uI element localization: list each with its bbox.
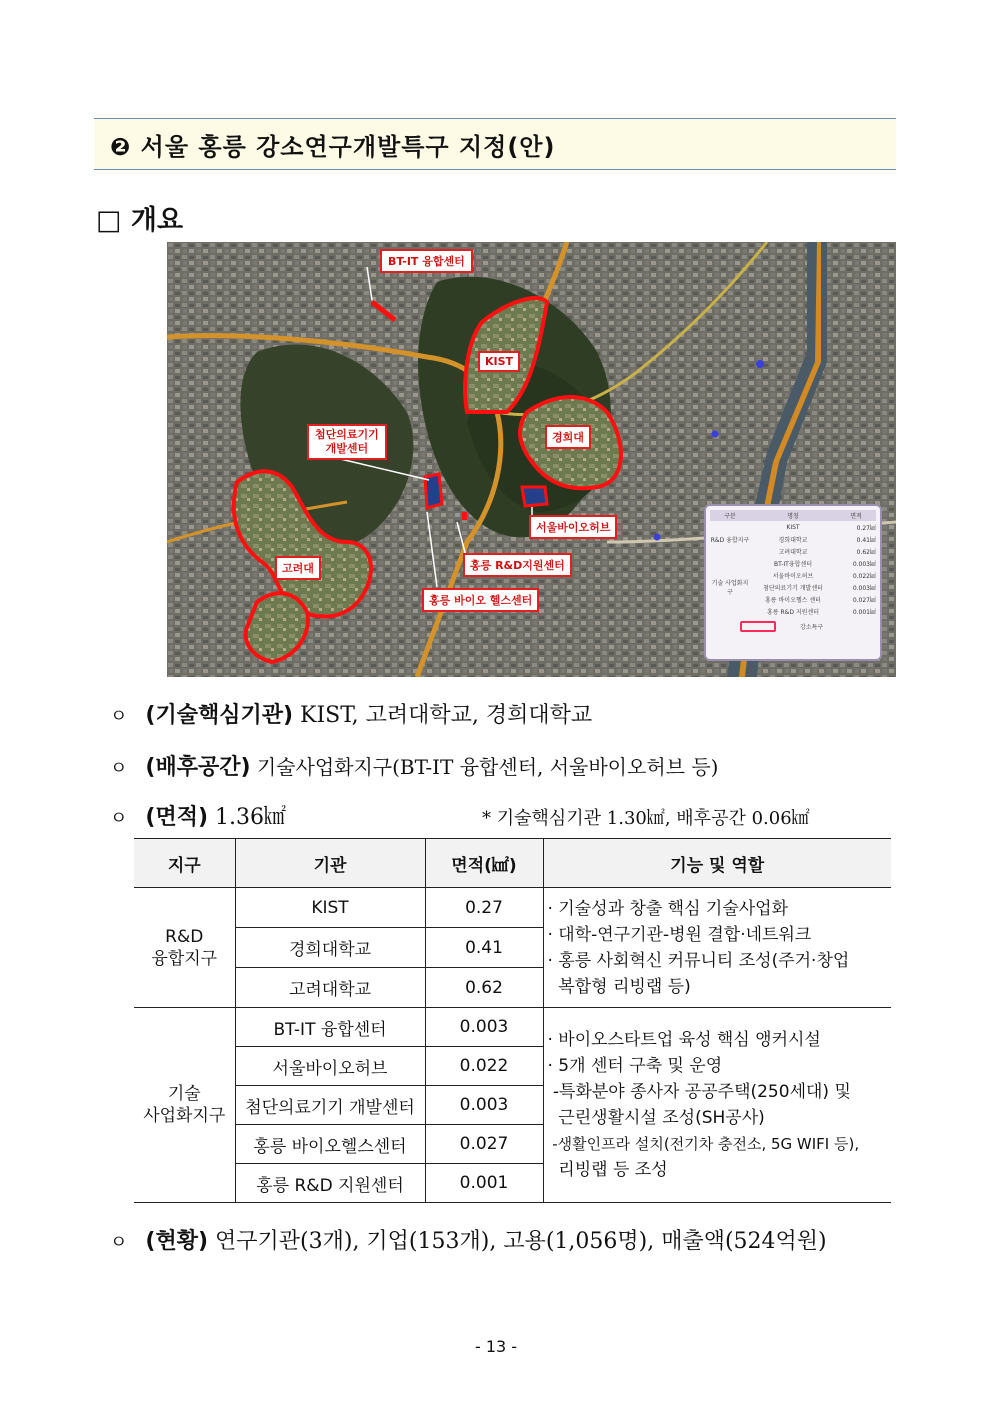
legend-row-area: 0.27㎢: [856, 524, 876, 532]
legend-key-label: 강소특구: [800, 623, 824, 631]
map-label-btit: BT-IT 융합센터: [380, 249, 473, 273]
role-cell-rnd: [543, 888, 891, 1008]
area-cell: 0.003: [425, 1008, 543, 1047]
map-label-korea: 고려대: [275, 556, 321, 580]
legend-row-name: 홍릉 R&D 지원센터: [766, 608, 820, 616]
org-cell: 서울바이오허브: [235, 1047, 425, 1086]
bullet-back-label: (배후공간): [145, 755, 251, 780]
bullet-area-text: 1.36㎢: [215, 805, 287, 830]
role-line: -특화분야 종사자 공공주택(250세대) 및: [547, 1082, 851, 1102]
legend-row-name: 고려대학교: [778, 548, 808, 556]
org-cell: BT-IT 융합센터: [235, 1008, 425, 1047]
role-line: · 기술성과 창출 핵심 기술사업화: [547, 898, 789, 919]
area-cell: 0.022: [425, 1047, 543, 1086]
bullet-tech-text: KIST, 고려대학교, 경희대학교: [300, 703, 593, 728]
area-note: * 기술핵심기관 1.30㎢, 배후공간 0.06㎢: [482, 808, 810, 829]
org-cell: 고려대학교: [235, 968, 425, 1008]
role-cell-biz: [543, 1008, 891, 1203]
role-line: 리빙랩 등 조성: [547, 1160, 668, 1180]
table-row: [134, 888, 891, 928]
legend-row-name: BT-IT융합센터: [773, 560, 812, 568]
role-line: · 바이오스타트업 육성 핵심 앵커시설: [547, 1030, 821, 1050]
zone-name-line2: 융합지구: [151, 948, 218, 969]
area-cell: 0.003: [425, 1086, 543, 1125]
map-label-health: 홍릉 바이오 헬스센터: [422, 588, 539, 612]
zone-cell-rnd: [134, 888, 235, 1008]
legend-header-type: 구분: [724, 513, 736, 520]
bullet-back-text: 기술사업화지구(BT-IT 융합센터, 서울바이오허브 등): [256, 755, 719, 779]
legend-row-area: 0.41㎢: [856, 536, 876, 544]
legend-row-area: 0.001㎢: [852, 608, 876, 616]
bullet-area: [110, 800, 286, 831]
legend-row-area: 0.022㎢: [852, 572, 876, 580]
role-line: · 대학-연구기관-병원 결합·네트워크: [547, 924, 812, 945]
legend-row-area: 0.027㎢: [852, 596, 876, 604]
section-title: ❷ 서울 홍릉 강소연구개발특구 지정(안): [110, 132, 556, 161]
legend-group-biz: 기술 사업화지구: [711, 580, 749, 596]
table-header-row: [134, 839, 891, 888]
legend-row-name: 서울바이오허브: [772, 572, 814, 580]
legend-key-swatch: [740, 621, 776, 632]
bullet-status-label: (현황): [145, 1229, 209, 1254]
org-cell: 홍릉 바이오헬스센터: [235, 1125, 425, 1164]
map-label-rnd: 홍릉 R&D지원센터: [463, 553, 572, 577]
zone-table: [134, 838, 891, 1203]
org-cell: 첨단의료기기 개발센터: [235, 1086, 425, 1125]
bullet-mark: ㅇ: [110, 758, 128, 779]
legend-row-area: 0.003㎢: [852, 560, 876, 568]
org-cell: 홍릉 R&D 지원센터: [235, 1164, 425, 1203]
bullet-area-label: (면적): [145, 805, 209, 830]
section-title-bar: [94, 118, 896, 170]
map-label-khu: 경희대: [545, 425, 591, 449]
zone-cell-biz: [134, 1008, 235, 1203]
legend-row-area: 0.62㎢: [856, 548, 876, 556]
role-line: 근린생활시설 조성(SH공사): [547, 1108, 765, 1128]
page-number: - 13 -: [474, 1337, 518, 1356]
legend-header-name: 명칭: [787, 513, 799, 520]
legend-header-area: 면적: [850, 513, 862, 520]
bullet-status: [110, 1224, 827, 1255]
zone-name-line1: R&D: [165, 926, 204, 947]
bullet-tech-label: (기술핵심기관): [145, 703, 294, 728]
zone-name-line1: 기술: [167, 1084, 201, 1104]
org-cell: 경희대학교: [235, 928, 425, 968]
org-cell: KIST: [235, 888, 425, 928]
role-line: 복합형 리빙랩 등): [547, 976, 691, 997]
table-header: 기능 및 역할: [543, 839, 891, 888]
map-label-kist: KIST: [478, 351, 520, 372]
area-cell: 0.62: [425, 968, 543, 1008]
table-header: 면적(㎢): [425, 839, 543, 888]
area-cell: 0.27: [425, 888, 543, 928]
bullet-status-text: 연구기관(3개), 기업(153개), 고용(1,056명), 매출액(524억원): [215, 1229, 827, 1254]
legend-group-rnd: R&D 융합지구: [710, 536, 750, 544]
area-cell: 0.027: [425, 1125, 543, 1164]
map-label-medical: [307, 424, 387, 460]
area-cell: 0.001: [425, 1164, 543, 1203]
bullet-mark: ㅇ: [110, 808, 128, 829]
overview-heading: □ 개요: [96, 205, 184, 236]
legend-row-name: 경희대학교: [778, 536, 808, 544]
role-line: -생활인프라 설치(전기차 충전소, 5G WIFI 등),: [547, 1135, 860, 1153]
map-legend: [704, 504, 882, 661]
table-row: [134, 1008, 891, 1047]
bullet-mark: ㅇ: [110, 1232, 128, 1253]
area-cell: 0.41: [425, 928, 543, 968]
map-label-medical-line2: 개발센터: [325, 442, 369, 455]
table-header: 기관: [235, 839, 425, 888]
zone-name-line2: 사업화지구: [143, 1106, 226, 1126]
legend-row-name: KIST: [786, 523, 800, 531]
role-line: · 5개 센터 구축 및 운영: [547, 1056, 723, 1076]
map-label-biohub: 서울바이오허브: [529, 515, 617, 539]
map-label-medical-line1: 첨단의료기기: [315, 428, 379, 441]
satellite-map: [167, 242, 896, 677]
legend-row-name: 첨단의료기기 개발센터: [763, 584, 823, 592]
bullet-back-space: [110, 750, 718, 781]
bullet-mark: ㅇ: [110, 706, 128, 727]
table-header: 지구: [134, 839, 235, 888]
bullet-tech-core: [110, 698, 592, 729]
role-line: · 홍릉 사회혁신 커뮤니티 조성(주거·창업: [547, 950, 850, 971]
legend-row-area: 0.003㎢: [852, 584, 876, 592]
legend-row-name: 홍릉 바이오헬스 센터: [765, 596, 821, 604]
